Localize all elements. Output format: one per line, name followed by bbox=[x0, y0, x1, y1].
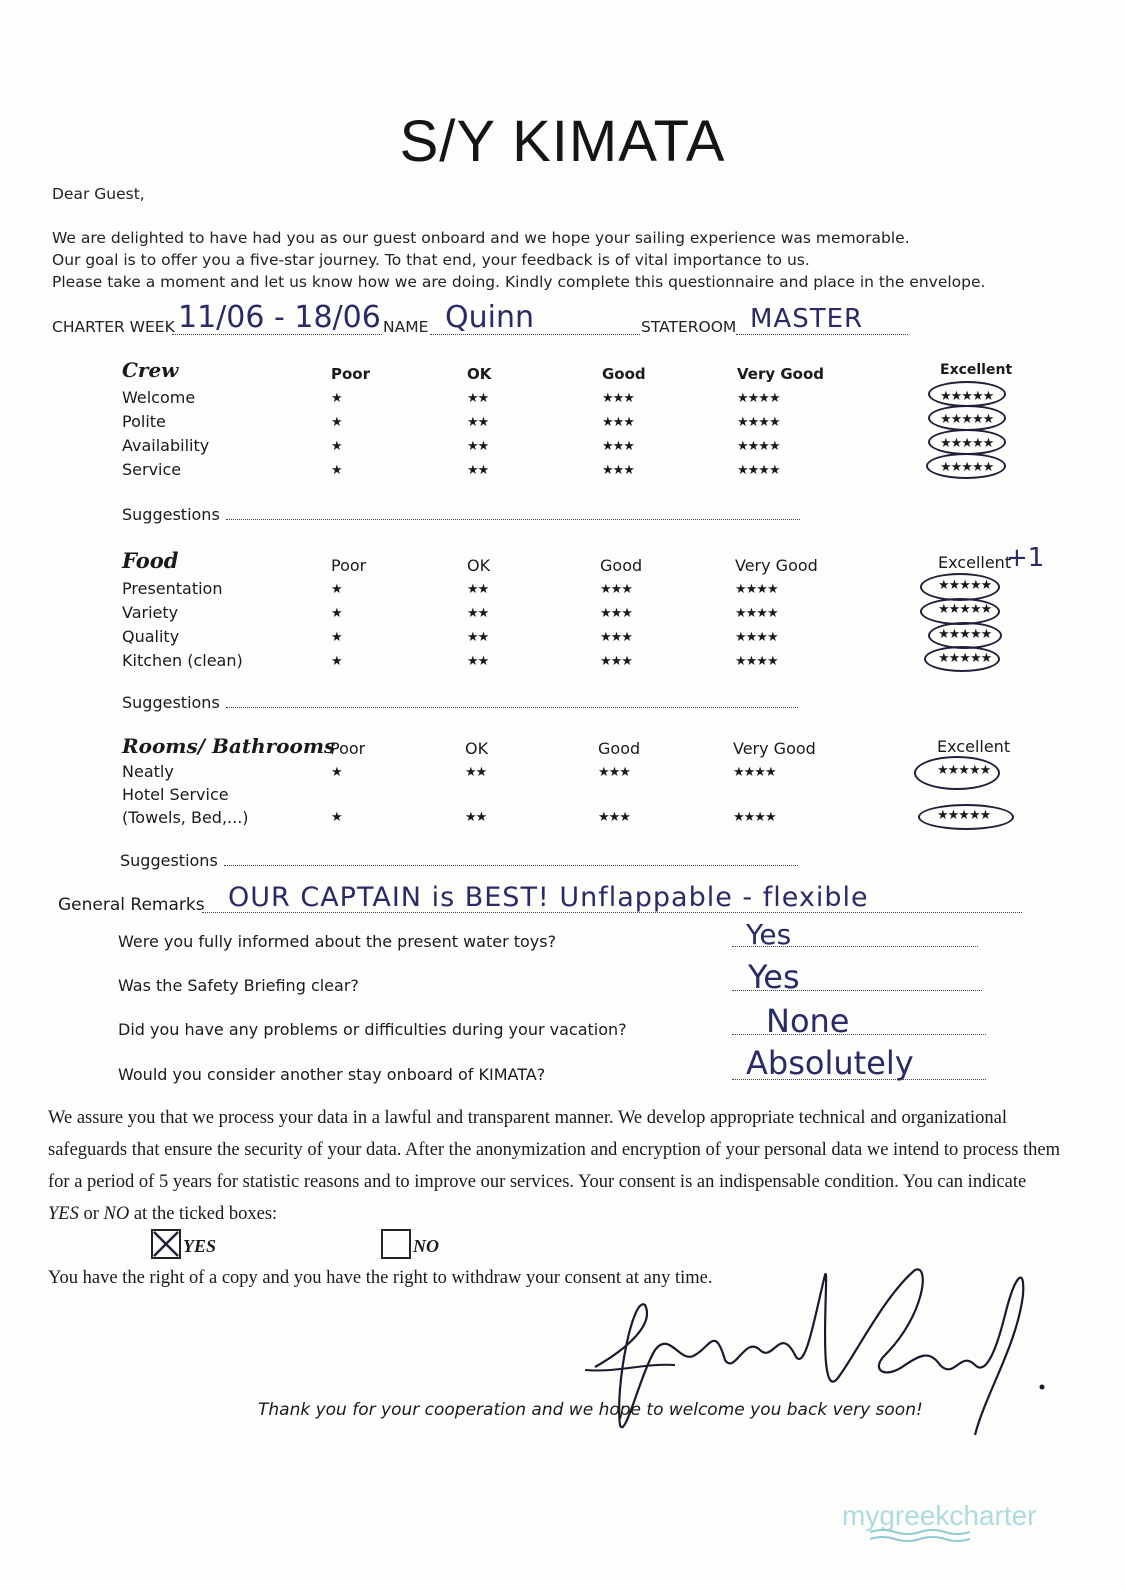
star-rating-5[interactable]: ★★★★★ bbox=[938, 651, 992, 666]
answer-problems[interactable]: None bbox=[766, 1002, 850, 1040]
star-rating-4[interactable]: ★★★★ bbox=[737, 391, 780, 406]
food-section-title: Food bbox=[122, 548, 179, 573]
consent-yes-checkbox[interactable] bbox=[151, 1229, 181, 1259]
star-rating-5[interactable]: ★★★★★ bbox=[938, 602, 992, 617]
crew-item-availability: Availability bbox=[122, 436, 210, 455]
selected-rating-circle bbox=[914, 756, 1000, 790]
food-item-kitchen: Kitchen (clean) bbox=[122, 651, 243, 670]
star-rating-3[interactable]: ★★★ bbox=[602, 463, 634, 478]
star-rating-3[interactable]: ★★★ bbox=[602, 391, 634, 406]
answer-another-stay[interactable]: Absolutely bbox=[746, 1044, 914, 1082]
star-rating-2[interactable]: ★★ bbox=[467, 463, 489, 478]
star-rating-4[interactable]: ★★★★ bbox=[733, 810, 776, 825]
star-rating-2[interactable]: ★★ bbox=[467, 439, 489, 454]
crew-suggestions-field[interactable] bbox=[226, 519, 800, 520]
star-rating-2[interactable]: ★★ bbox=[467, 606, 489, 621]
crew-header-excellent: Excellent bbox=[940, 362, 1013, 378]
rooms-section-title: Rooms/ Bathrooms bbox=[122, 734, 336, 758]
selected-rating-circle bbox=[928, 405, 1006, 431]
rooms-item-hotel-service: Hotel Service bbox=[122, 785, 229, 804]
privacy-line-2: safeguards that ensure the security of your data. After the anonymization and encryption of your personal data we intend to process them bbox=[48, 1140, 1061, 1160]
crew-item-welcome: Welcome bbox=[122, 388, 196, 407]
rooms-item-neatly: Neatly bbox=[122, 762, 174, 781]
rooms-header-ok: OK bbox=[465, 739, 489, 758]
star-rating-1[interactable]: ★ bbox=[331, 582, 342, 597]
star-rating-3[interactable]: ★★★ bbox=[598, 810, 630, 825]
privacy-or: or bbox=[78, 1204, 104, 1224]
star-rating-2[interactable]: ★★ bbox=[467, 391, 489, 406]
stateroom-label: STATEROOM bbox=[641, 318, 737, 336]
selected-rating-circle bbox=[924, 646, 1000, 672]
food-extra-note: +1 bbox=[1006, 543, 1045, 573]
general-remarks-label: General Remarks bbox=[58, 895, 205, 915]
star-rating-4[interactable]: ★★★★ bbox=[733, 765, 776, 780]
rooms-header-good: Good bbox=[598, 739, 641, 758]
crew-item-service: Service bbox=[122, 460, 182, 479]
star-rating-5[interactable]: ★★★★★ bbox=[938, 627, 992, 642]
privacy-rights: You have the right of a copy and you have the right to withdraw your consent at any time. bbox=[48, 1268, 713, 1288]
rooms-header-very-good: Very Good bbox=[733, 739, 816, 758]
crew-suggestions-label: Suggestions bbox=[122, 505, 220, 524]
crew-header-good: Good bbox=[602, 365, 646, 383]
question-safety-briefing: Was the Safety Briefing clear? bbox=[118, 976, 359, 995]
privacy-line-4 bbox=[48, 1198, 277, 1230]
star-rating-2[interactable]: ★★ bbox=[467, 415, 489, 430]
star-rating-5[interactable]: ★★★★★ bbox=[940, 460, 994, 475]
food-suggestions-field[interactable] bbox=[226, 707, 798, 708]
privacy-line-1: We assure you that we process your data in a lawful and transparent manner. We develop appropriate technical and organizational bbox=[48, 1108, 1008, 1128]
privacy-line-3: for a period of 5 years for statistic reasons and to improve our services. Your consent is an indispensable condition. You can indicate bbox=[48, 1172, 1027, 1192]
stateroom-line bbox=[736, 334, 908, 335]
star-rating-1[interactable]: ★ bbox=[331, 463, 342, 478]
star-rating-2[interactable]: ★★ bbox=[465, 810, 487, 825]
check-x-icon bbox=[153, 1231, 179, 1257]
food-suggestions-label: Suggestions bbox=[122, 693, 220, 712]
rooms-header-excellent: Excellent bbox=[937, 737, 1011, 756]
star-rating-3[interactable]: ★★★ bbox=[600, 630, 632, 645]
food-header-ok: OK bbox=[467, 556, 491, 575]
crew-item-polite: Polite bbox=[122, 412, 166, 431]
crew-section-title: Crew bbox=[122, 358, 179, 382]
rooms-header-poor: Poor bbox=[330, 739, 366, 758]
rooms-suggestions-field[interactable] bbox=[224, 865, 798, 866]
greeting: Dear Guest, bbox=[52, 185, 145, 203]
privacy-no-word: NO bbox=[103, 1204, 130, 1224]
question-water-toys: Were you fully informed about the present water toys? bbox=[118, 932, 557, 951]
document-title: S/Y KIMATA bbox=[399, 109, 726, 174]
intro-line-3: Please take a moment and let us know how we are doing. Kindly complete this questionnaire and place in the envelope. bbox=[52, 273, 986, 291]
star-rating-1[interactable]: ★ bbox=[331, 630, 342, 645]
star-rating-5[interactable]: ★★★★★ bbox=[940, 412, 994, 427]
charter-week-value: 11/06 - 18/06 bbox=[178, 300, 381, 335]
star-rating-1[interactable]: ★ bbox=[331, 654, 342, 669]
star-rating-2[interactable]: ★★ bbox=[467, 582, 489, 597]
star-rating-4[interactable]: ★★★★ bbox=[735, 630, 778, 645]
stateroom-value: MASTER bbox=[750, 304, 864, 334]
name-value: Quinn bbox=[445, 300, 534, 335]
star-rating-1[interactable]: ★ bbox=[331, 391, 342, 406]
food-header-very-good: Very Good bbox=[735, 556, 818, 575]
star-rating-1[interactable]: ★ bbox=[331, 439, 342, 454]
selected-rating-circle bbox=[920, 598, 1000, 625]
rooms-item-towels-bed: (Towels, Bed,...) bbox=[122, 808, 249, 827]
selected-rating-circle bbox=[928, 622, 1002, 649]
name-label: NAME bbox=[383, 318, 429, 336]
star-rating-1[interactable]: ★ bbox=[331, 415, 342, 430]
star-rating-3[interactable]: ★★★ bbox=[598, 765, 630, 780]
star-rating-4[interactable]: ★★★★ bbox=[737, 415, 780, 430]
star-rating-3[interactable]: ★★★ bbox=[602, 439, 634, 454]
star-rating-4[interactable]: ★★★★ bbox=[735, 654, 778, 669]
star-rating-4[interactable]: ★★★★ bbox=[737, 463, 780, 478]
star-rating-2[interactable]: ★★ bbox=[467, 654, 489, 669]
general-remarks-value[interactable]: OUR CAPTAIN is BEST! Unflappable - flexible bbox=[228, 882, 869, 913]
consent-yes-label: YES bbox=[183, 1236, 217, 1256]
rooms-suggestions-label: Suggestions bbox=[120, 851, 218, 870]
star-rating-5[interactable]: ★★★★★ bbox=[937, 763, 991, 778]
food-header-poor: Poor bbox=[331, 556, 367, 575]
closing-message: Thank you for your cooperation and we hope to welcome you back very soon! bbox=[258, 1400, 923, 1420]
food-item-presentation: Presentation bbox=[122, 579, 223, 598]
star-rating-1[interactable]: ★ bbox=[331, 606, 342, 621]
star-rating-5[interactable]: ★★★★★ bbox=[938, 578, 992, 593]
wave-icon bbox=[870, 1528, 970, 1542]
food-header-good: Good bbox=[600, 556, 643, 575]
question-another-stay: Would you consider another stay onboard of KIMATA? bbox=[118, 1065, 546, 1084]
intro-line-2: Our goal is to offer you a five-star journey. To that end, your feedback is of vital importance to us. bbox=[52, 251, 810, 269]
answer-water-toys[interactable]: Yes bbox=[746, 918, 792, 951]
privacy-yes-word: YES bbox=[48, 1204, 79, 1224]
privacy-ticked-boxes: at the ticked boxes: bbox=[129, 1204, 278, 1224]
selected-rating-circle bbox=[926, 453, 1006, 479]
star-rating-3[interactable]: ★★★ bbox=[602, 415, 634, 430]
food-item-quality: Quality bbox=[122, 627, 180, 646]
star-rating-4[interactable]: ★★★★ bbox=[735, 606, 778, 621]
selected-rating-circle bbox=[918, 804, 1014, 830]
answer-safety-briefing[interactable]: Yes bbox=[748, 958, 800, 996]
star-rating-1[interactable]: ★ bbox=[331, 765, 342, 780]
star-rating-5[interactable]: ★★★★★ bbox=[940, 436, 994, 451]
star-rating-1[interactable]: ★ bbox=[331, 810, 342, 825]
selected-rating-circle bbox=[928, 381, 1006, 407]
star-rating-3[interactable]: ★★★ bbox=[600, 582, 632, 597]
consent-no-checkbox[interactable] bbox=[381, 1229, 411, 1259]
selected-rating-circle bbox=[928, 429, 1006, 455]
star-rating-2[interactable]: ★★ bbox=[467, 630, 489, 645]
intro-line-1: We are delighted to have had you as our guest onboard and we hope your sailing experience was memorable. bbox=[52, 229, 910, 247]
crew-header-very-good: Very Good bbox=[737, 365, 825, 383]
selected-rating-circle bbox=[920, 573, 1000, 601]
crew-header-ok: OK bbox=[467, 365, 492, 383]
charter-week-label: CHARTER WEEK bbox=[52, 318, 175, 336]
star-rating-2[interactable]: ★★ bbox=[465, 765, 487, 780]
food-header-excellent: Excellent bbox=[938, 553, 1012, 572]
question-problems: Did you have any problems or difficulties during your vacation? bbox=[118, 1020, 627, 1039]
star-rating-4[interactable]: ★★★★ bbox=[735, 582, 778, 597]
star-rating-5[interactable]: ★★★★★ bbox=[940, 389, 994, 404]
star-rating-3[interactable]: ★★★ bbox=[600, 654, 632, 669]
star-rating-5[interactable]: ★★★★★ bbox=[937, 808, 991, 823]
food-item-variety: Variety bbox=[122, 603, 179, 622]
star-rating-4[interactable]: ★★★★ bbox=[737, 439, 780, 454]
watermark-logo: mygreekcharter bbox=[842, 1500, 1037, 1531]
crew-header-poor: Poor bbox=[331, 365, 371, 383]
consent-no-label: NO bbox=[413, 1236, 439, 1256]
star-rating-3[interactable]: ★★★ bbox=[600, 606, 632, 621]
